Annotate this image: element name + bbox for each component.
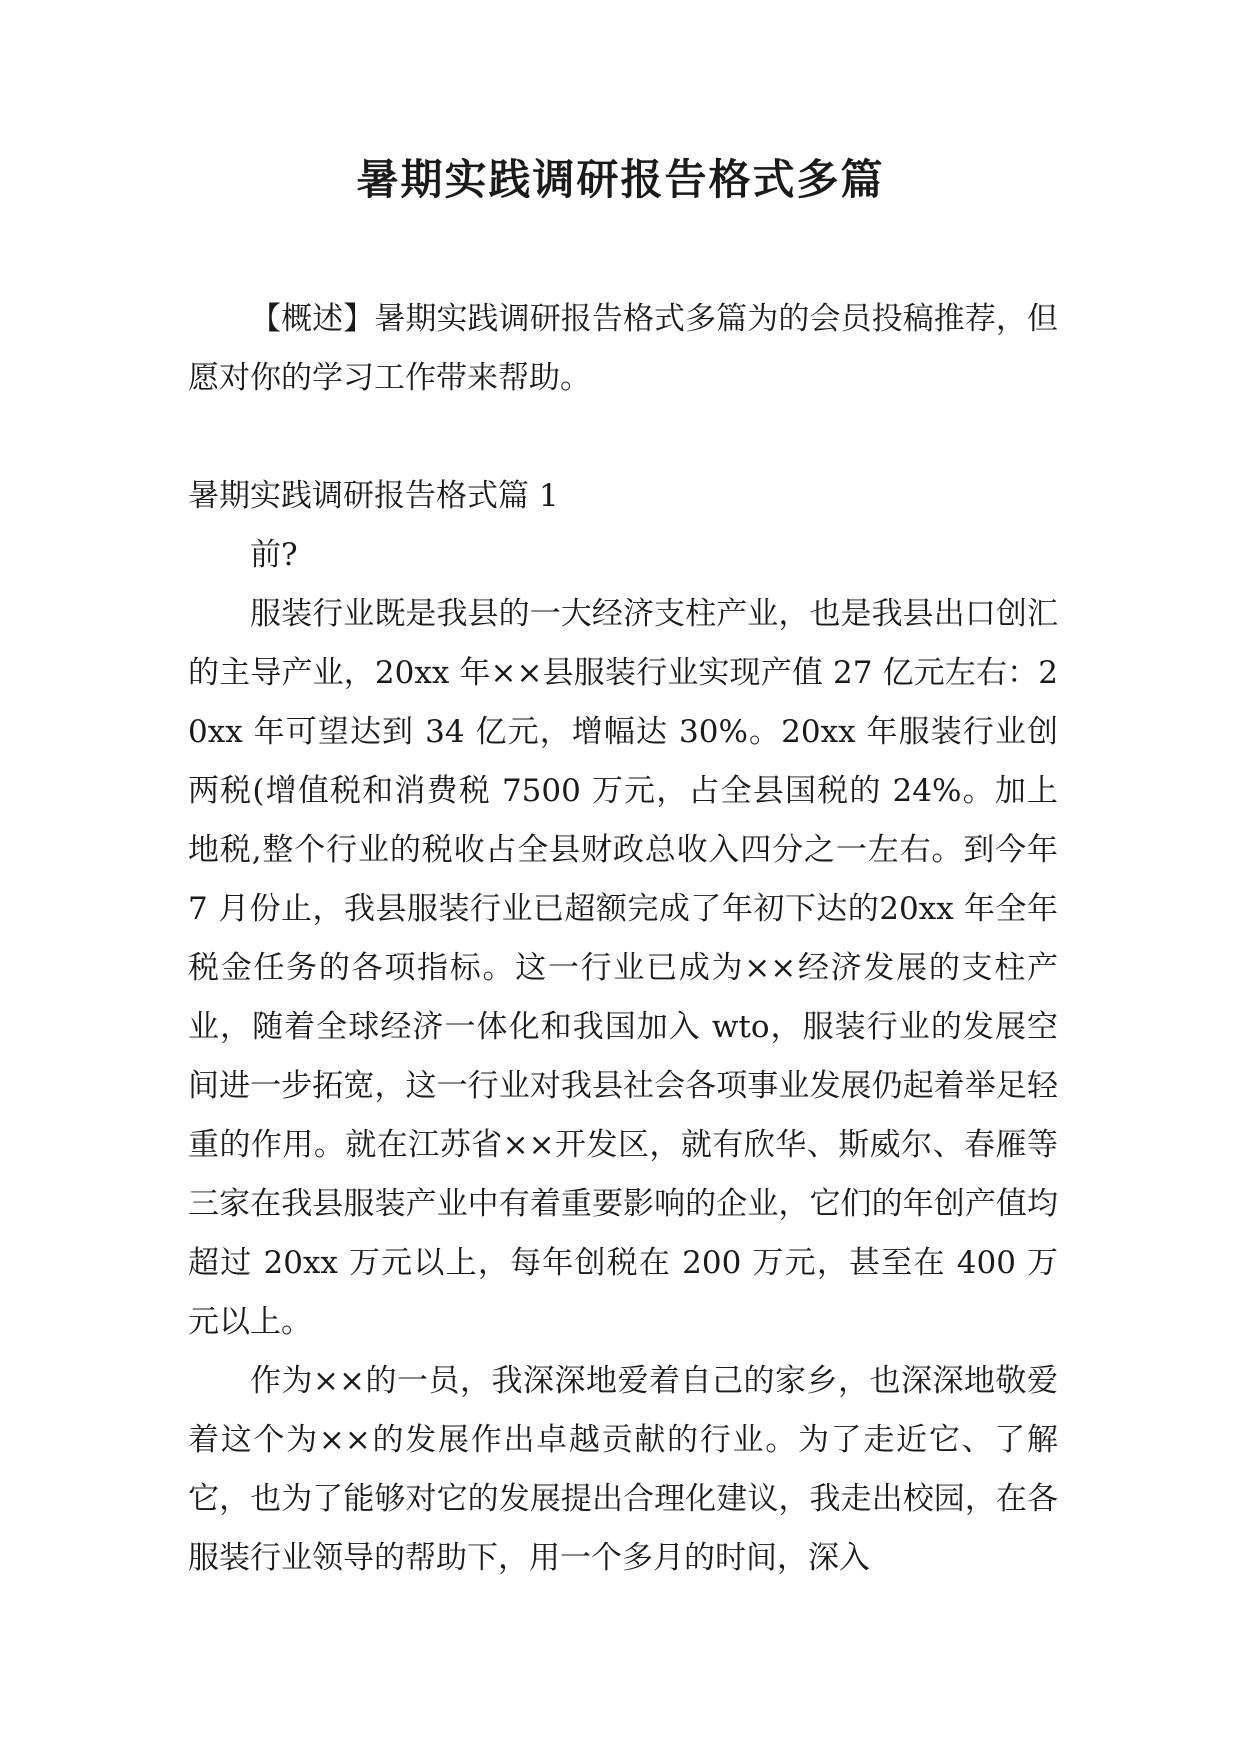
body-paragraph-motivation: 作为××的一员，我深深地爱着自己的家乡，也深深地敬爱着这个为××的发展作出卓越贡献的行业。为了走近它、了解它，也为了能够对它的发展提出合理化建议，我走出校园，在各服装行业领导的帮助下，用一个多月的时间，深入 — [188, 1363, 1058, 1576]
body-paragraph-industry-overview: 服装行业既是我县的一大经济支柱产业，也是我县出口创汇的主导产业，20xx 年××县服装行业实现产值 27 亿元左右：20xx 年可望达到 34 亿元，增幅达 30%。20xx 年服装行业创两税(增值税和消费税 7500 万元，占全县国税的 24%。加上地税,整个行业的税收占全县财政总收入四分之一左右。到今年 7 月份止，我县服装行业已超额完成了年初下达的20xx 年全年税金任务的各项指标。这一行业已成为××经济发展的支柱产业，随着全球经济一体化和我国加入 wto，服装行业的发展空间进一步拓宽，这一行业对我县社会各项事业发展仍起着举足轻重的作用。就在江苏省××开发区，就有欣华、斯威尔、春雁等三家在我县服装产业中有着重要影响的企业，它们的年创产值均超过 20xx 万元以上，每年创税在 200 万元，甚至在 400 万元以上。 — [188, 596, 1058, 1340]
body-paragraph-preface: 前? — [250, 537, 298, 573]
document-title: 暑期实践调研报告格式多篇 — [356, 155, 885, 204]
section-title: 暑期实践调研报告格式篇 1 — [188, 478, 559, 514]
summary-paragraph: 【概述】暑期实践调研报告格式多篇为的会员投稿推荐，但愿对你的学习工作带来帮助。 — [188, 301, 1058, 396]
document-body — [188, 290, 1058, 1588]
